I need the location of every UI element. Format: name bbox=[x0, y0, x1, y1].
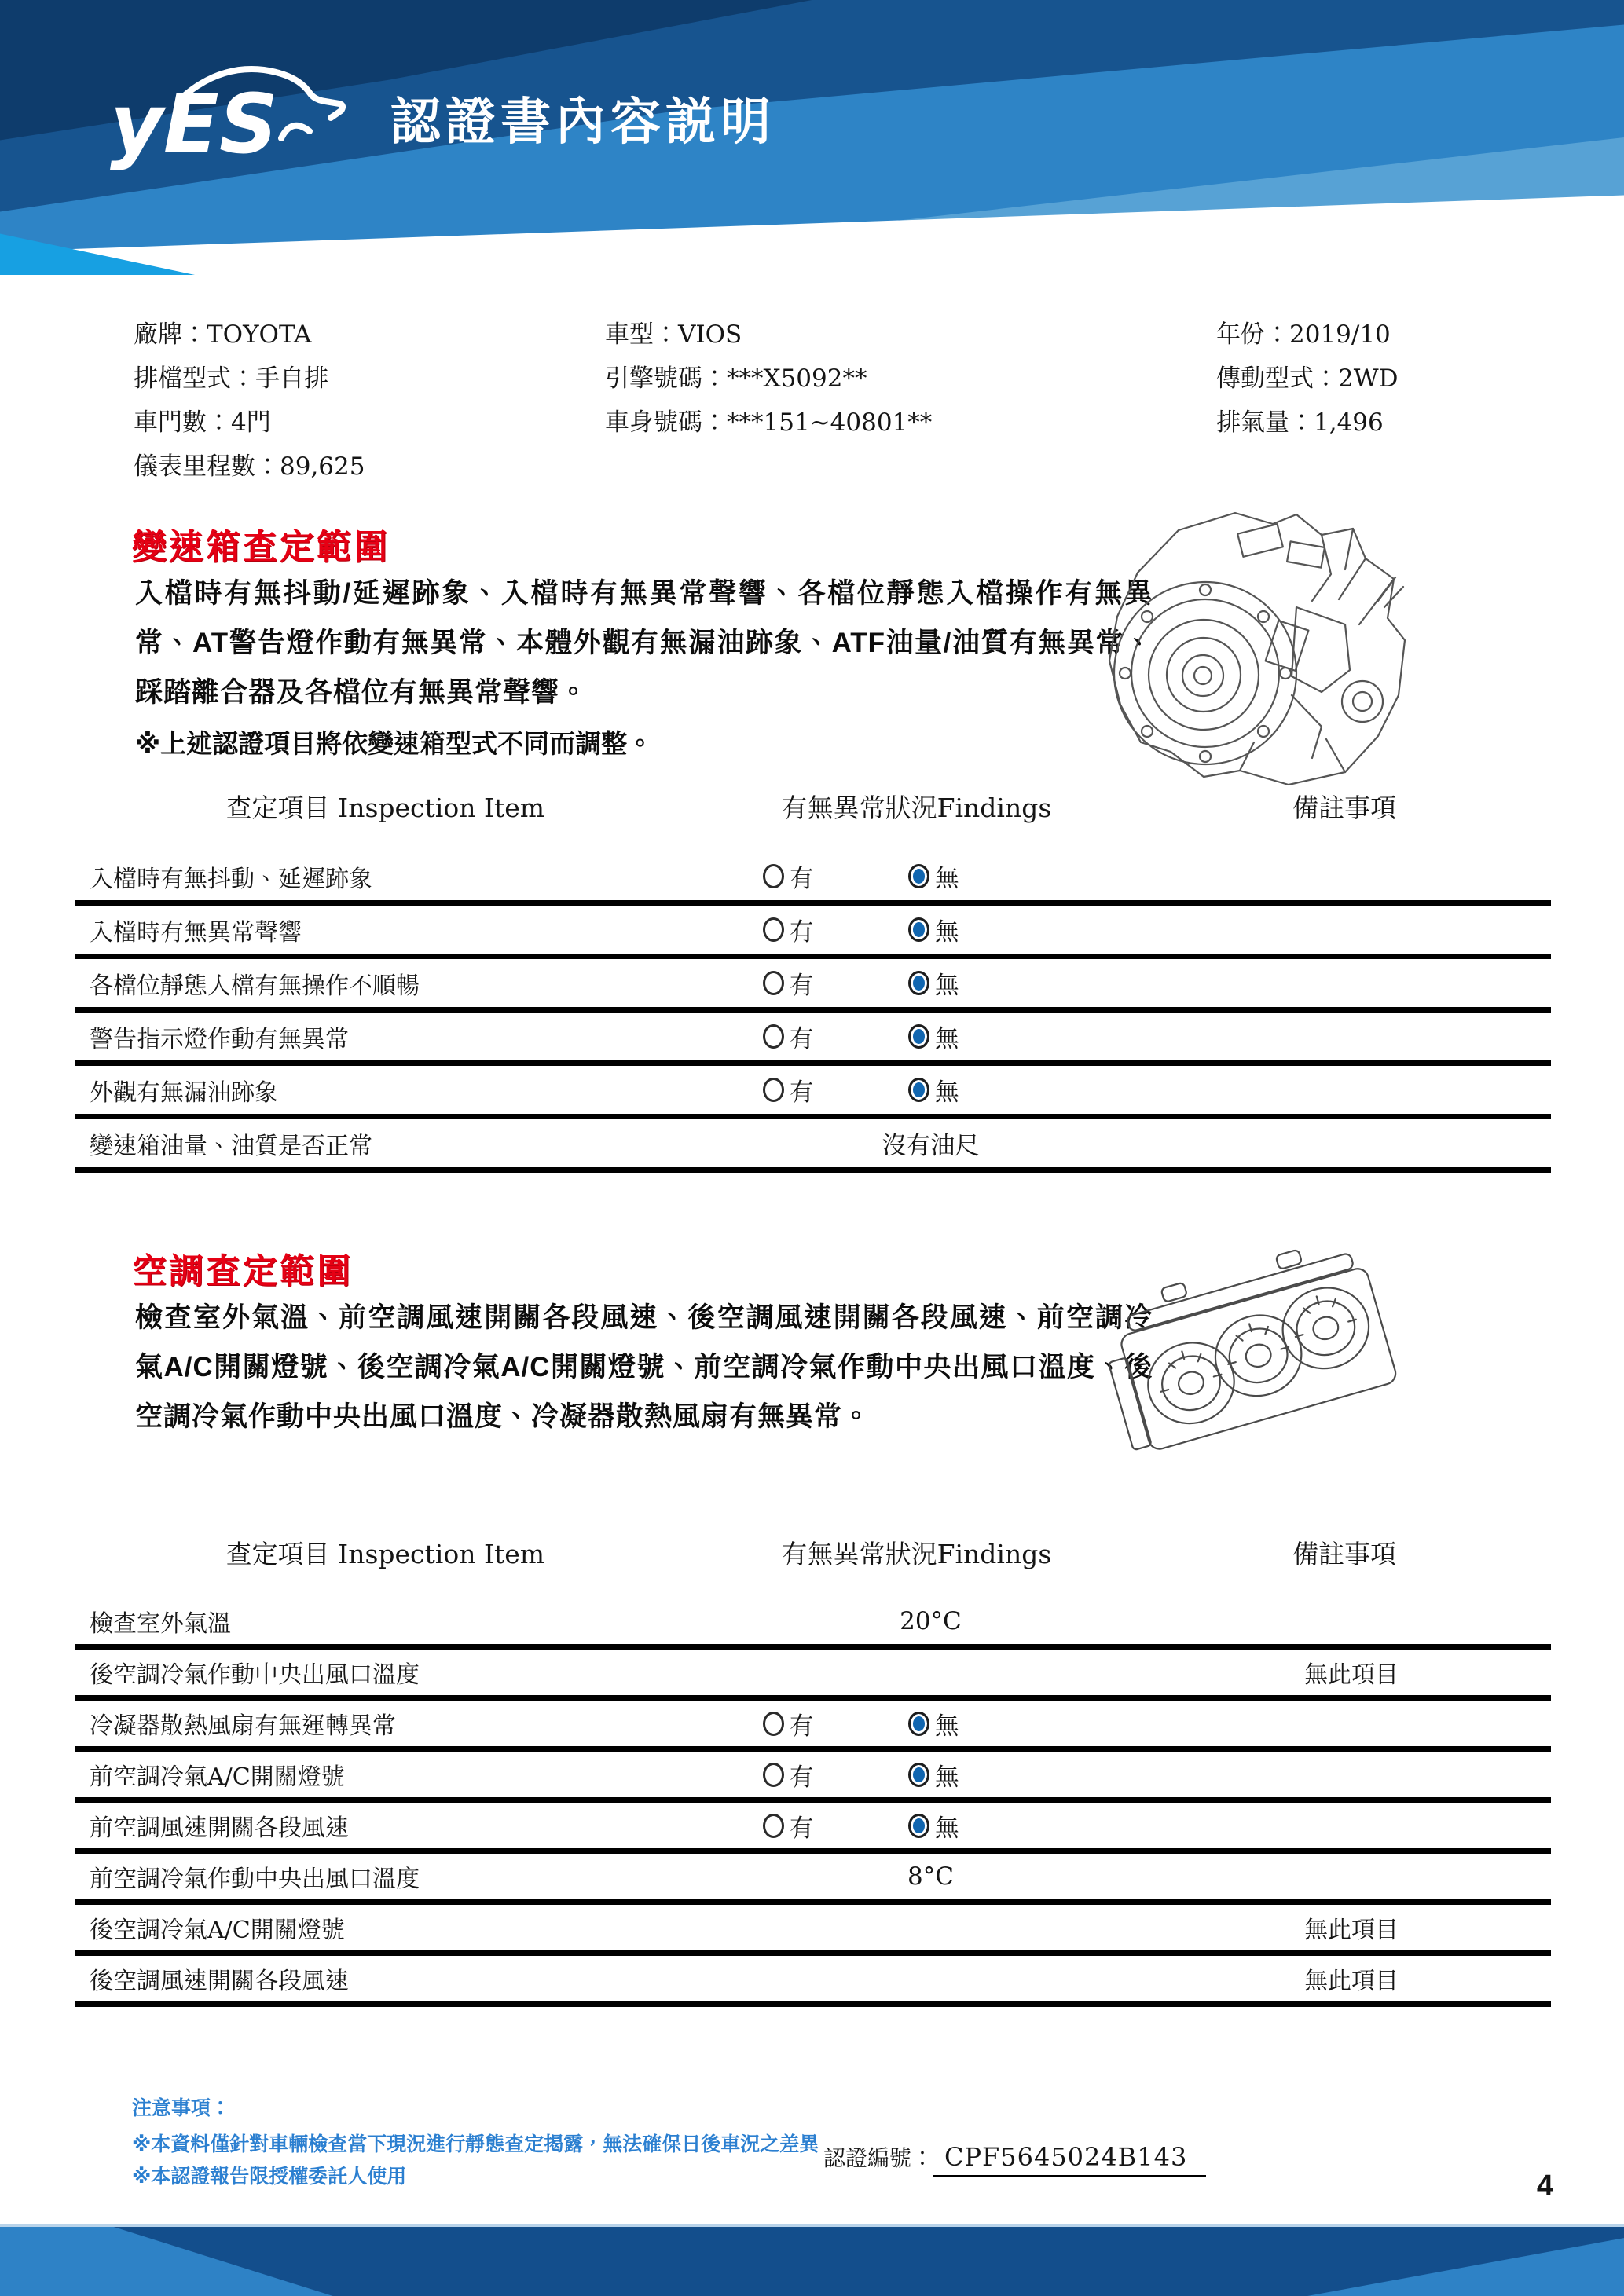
info-mileage: 儀表里程數：89,625 bbox=[134, 452, 365, 481]
certificate-number bbox=[823, 2141, 1206, 2173]
notice-title: 注意事項： bbox=[132, 2097, 231, 2119]
radio-unselected-icon[interactable] bbox=[763, 917, 784, 942]
remark-text: 無此項目 bbox=[1304, 1661, 1399, 1689]
header-inspection-item: 查定項目 Inspection Item bbox=[225, 1538, 545, 1569]
finding-option-yes[interactable]: 有 bbox=[763, 1019, 814, 1054]
info-chassis-no: 車身號碼：***151~40801** bbox=[605, 408, 933, 437]
finding-text: 20°C bbox=[900, 1607, 962, 1635]
info-model: 車型：VIOS bbox=[605, 320, 742, 349]
radio-unselected-icon[interactable] bbox=[763, 864, 784, 888]
finding-option-yes[interactable]: 有 bbox=[763, 912, 814, 947]
page-header-banner bbox=[0, 0, 1624, 275]
notice-line: ※本資料僅針對車輛檢查當下現況進行靜態查定揭露，無法確保日後車況之差異 bbox=[132, 2133, 819, 2155]
info-drivetrain: 傳動型式：2WD bbox=[1216, 364, 1399, 393]
certificate-number-value: CPF5645024B143 bbox=[933, 2142, 1206, 2177]
finding-option-yes[interactable]: 有 bbox=[763, 859, 814, 894]
radio-selected-icon[interactable] bbox=[908, 917, 929, 942]
table-row: 各檔位靜態入檔有無操作不順暢 有 無 bbox=[75, 959, 1551, 1013]
remark-text: 無此項目 bbox=[1304, 1968, 1399, 1995]
radio-unselected-icon[interactable] bbox=[763, 1814, 784, 1838]
table-row: 變速箱油量、油質是否正常 沒有油尺 bbox=[75, 1119, 1551, 1173]
transmission-table bbox=[75, 785, 1551, 1173]
table-row: 入檔時有無抖動、延遲跡象 有 無 bbox=[75, 852, 1551, 906]
page-number: 4 bbox=[1536, 2170, 1553, 2203]
table-row: 後空調冷氣A/C開關燈號 無此項目 bbox=[75, 1905, 1551, 1956]
finding-option-no[interactable]: 無 bbox=[908, 859, 959, 894]
radio-selected-icon[interactable] bbox=[908, 971, 929, 995]
radio-unselected-icon[interactable] bbox=[763, 1763, 784, 1787]
aircon-table bbox=[75, 1532, 1551, 2007]
info-doors: 車門數：4門 bbox=[134, 408, 271, 437]
radio-unselected-icon[interactable] bbox=[763, 1078, 784, 1102]
header-remarks: 備註事項 bbox=[1292, 1538, 1397, 1569]
header-remarks: 備註事項 bbox=[1292, 792, 1397, 823]
finding-option-no[interactable]: 無 bbox=[908, 1019, 959, 1054]
aircon-section-title: 空調查定範圍 bbox=[132, 1252, 354, 1291]
finding-text: 8°C bbox=[907, 1862, 954, 1891]
header-findings: 有無異常狀況Findings bbox=[781, 1538, 1052, 1569]
table-row: 前空調冷氣A/C開關燈號 有 無 bbox=[75, 1752, 1551, 1803]
radio-unselected-icon[interactable] bbox=[763, 1712, 784, 1736]
notice-line: ※本認證報告限授權委託人使用 bbox=[132, 2166, 407, 2188]
page-title: 認證書內容説明 bbox=[390, 93, 775, 150]
info-brand: 廠牌：TOYOTA bbox=[134, 320, 312, 349]
aircon-table-header bbox=[75, 1532, 1551, 1573]
finding-option-yes[interactable]: 有 bbox=[763, 1072, 814, 1108]
info-displacement: 排氣量：1,496 bbox=[1216, 408, 1384, 437]
finding-option-yes[interactable]: 有 bbox=[763, 1808, 814, 1844]
table-row: 後空調風速開關各段風速 無此項目 bbox=[75, 1956, 1551, 2007]
finding-option-no[interactable]: 無 bbox=[908, 1757, 959, 1792]
table-row: 後空調冷氣作動中央出風口溫度 無此項目 bbox=[75, 1650, 1551, 1701]
aircon-section-description: 檢查室外氣溫、前空調風速開關各段風速、後空調風速開關各段風速、前空調冷氣A/C開關燈號、後空調冷氣A/C開關燈號、前空調冷氣作動中央出風口溫度、後空調冷氣作動中央出風口溫度、冷凝器散熱風扇有無異常。 bbox=[135, 1302, 1153, 1432]
vehicle-info-column-1 bbox=[134, 313, 365, 489]
transmission-section-note: ※上述認證項目將依變速箱型式不同而調整。 bbox=[135, 729, 654, 758]
info-year: 年份：2019/10 bbox=[1216, 320, 1391, 349]
radio-selected-icon[interactable] bbox=[908, 1712, 929, 1736]
header-inspection-item: 查定項目 Inspection Item bbox=[225, 792, 545, 823]
finding-option-yes[interactable]: 有 bbox=[763, 965, 814, 1001]
transmission-illustration bbox=[1086, 507, 1416, 796]
radio-selected-icon[interactable] bbox=[908, 1024, 929, 1049]
vehicle-info-column-2 bbox=[605, 313, 932, 445]
page-footer-band bbox=[0, 2227, 1624, 2296]
finding-option-yes[interactable]: 有 bbox=[763, 1706, 814, 1741]
table-row: 入檔時有無異常聲響 有 無 bbox=[75, 906, 1551, 959]
svg-text:yES: yES bbox=[110, 76, 278, 172]
transmission-section-description: 入檔時有無抖動/延遲跡象、入檔時有無異常聲響、各檔位靜態入檔操作有無異常、AT警告燈作動有無異常、本體外觀有無漏油跡象、ATF油量/油質有無異常、踩踏離合器及各檔位有無異常聲響。 ※上述認證項目將依變速箱型式不同而調整。 bbox=[135, 569, 1153, 768]
yes-logo bbox=[110, 57, 385, 182]
remark-text: 無此項目 bbox=[1304, 1917, 1399, 1944]
table-row: 檢查室外氣溫 20°C bbox=[75, 1598, 1551, 1650]
info-gearbox-type: 排檔型式：手自排 bbox=[134, 364, 328, 393]
vehicle-info-column-3 bbox=[1216, 313, 1398, 445]
finding-option-no[interactable]: 無 bbox=[908, 1706, 959, 1741]
transmission-section-title: 變速箱查定範圍 bbox=[132, 528, 390, 566]
certificate-number-label: 認證編號： bbox=[823, 2145, 934, 2171]
radio-unselected-icon[interactable] bbox=[763, 1024, 784, 1049]
ac-panel-illustration bbox=[1106, 1222, 1397, 1485]
table-row: 前空調冷氣作動中央出風口溫度 8°C bbox=[75, 1854, 1551, 1905]
table-row: 冷凝器散熱風扇有無運轉異常 有 無 bbox=[75, 1701, 1551, 1752]
table-row: 警告指示燈作動有無異常 有 無 bbox=[75, 1013, 1551, 1066]
info-engine-no: 引擎號碼：***X5092** bbox=[605, 364, 867, 393]
radio-selected-icon[interactable] bbox=[908, 1763, 929, 1787]
finding-option-no[interactable]: 無 bbox=[908, 1808, 959, 1844]
radio-selected-icon[interactable] bbox=[908, 864, 929, 888]
finding-option-no[interactable]: 無 bbox=[908, 965, 959, 1001]
table-row: 外觀有無漏油跡象 有 無 bbox=[75, 1066, 1551, 1119]
radio-unselected-icon[interactable] bbox=[763, 971, 784, 995]
finding-option-no[interactable]: 無 bbox=[908, 1072, 959, 1108]
footer-notice bbox=[132, 2093, 819, 2193]
yes-car-logo-icon bbox=[110, 57, 385, 182]
radio-selected-icon[interactable] bbox=[908, 1814, 929, 1838]
table-row: 前空調風速開關各段風速 有 無 bbox=[75, 1803, 1551, 1854]
transmission-table-header bbox=[75, 785, 1551, 826]
finding-text: 沒有油尺 bbox=[882, 1132, 980, 1160]
finding-option-yes[interactable]: 有 bbox=[763, 1757, 814, 1792]
header-findings: 有無異常狀況Findings bbox=[781, 792, 1052, 823]
finding-option-no[interactable]: 無 bbox=[908, 912, 959, 947]
radio-selected-icon[interactable] bbox=[908, 1078, 929, 1102]
